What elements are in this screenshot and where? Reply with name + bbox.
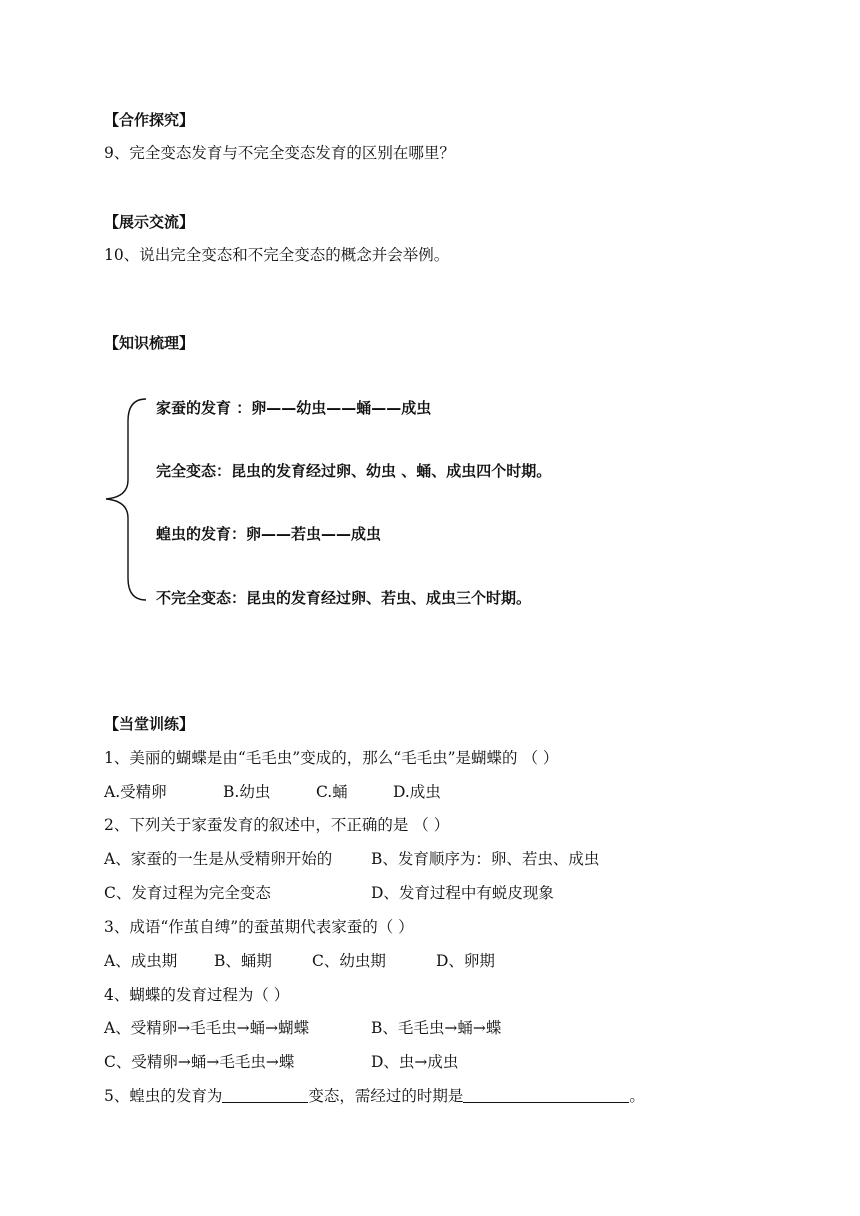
option-b[interactable]: B、发育顺序为：卵、若虫、成虫 (371, 850, 600, 868)
option-b[interactable]: B、毛毛虫→蛹→蝶 (371, 1019, 502, 1037)
option-b[interactable]: B、蛹期 (214, 952, 272, 970)
knowledge-item-silkworm: 家蚕的发育 ：卵——幼虫——蛹——成虫 (156, 399, 432, 417)
option-d[interactable]: D、发育过程中有蜕皮现象 (371, 884, 554, 902)
heading-display: 【展示交流】 (104, 213, 195, 231)
question-10: 10、说出完全变态和不完全变态的概念并会举例。 (104, 246, 450, 264)
knowledge-item-complete-metamorphosis: 完全变态：昆虫的发育经过卵、幼虫 、蛹、成虫四个时期。 (156, 462, 552, 480)
question-1-stem: 1、美丽的蝴蝶是由“毛毛虫”变成的，那么“毛毛虫”是蝴蝶的 （ ） (104, 749, 559, 767)
question-4-stem: 4、蝴蝶的发育过程为（ ） (104, 986, 290, 1004)
option-a[interactable]: A.受精卵 (104, 783, 167, 801)
answer-blank-1[interactable] (222, 1086, 308, 1103)
question-5 (104, 1086, 645, 1106)
option-a[interactable]: A、成虫期 (104, 952, 178, 970)
question-1-options (104, 782, 441, 802)
question-5-part1: 5、蝗虫的发育为 (104, 1087, 223, 1105)
question-4-options-row1 (104, 1018, 501, 1038)
heading-cooperate: 【合作探究】 (104, 111, 195, 129)
option-a[interactable]: A、受精卵→毛毛虫→蛹→蝴蝶 (104, 1019, 310, 1037)
option-d[interactable]: D、虫→成虫 (371, 1053, 459, 1071)
option-b[interactable]: B.幼虫 (223, 783, 271, 801)
question-3-options (104, 951, 495, 971)
heading-knowledge: 【知识梳理】 (104, 334, 195, 352)
question-5-part3: 。 (629, 1087, 645, 1105)
option-c[interactable]: C、受精卵→蛹→毛毛虫→蝶 (104, 1053, 295, 1071)
question-2-options-row2 (104, 883, 554, 903)
question-9: 9、完全变态发育与不完全变态发育的区别在哪里？ (104, 144, 455, 162)
answer-blank-2[interactable] (463, 1086, 629, 1103)
question-4-options-row2 (104, 1052, 458, 1072)
curly-brace-icon (100, 396, 150, 606)
option-c[interactable]: C、幼虫期 (312, 952, 386, 970)
question-5-part2: 变态，需经过的时期是 (308, 1087, 464, 1105)
option-a[interactable]: A、家蚕的一生是从受精卵开始的 (104, 850, 333, 868)
knowledge-item-locust: 蝗虫的发育：卵——若虫——成虫 (156, 525, 382, 543)
question-2-stem: 2、下列关于家蚕发育的叙述中，不正确的是 （ ） (104, 816, 450, 834)
question-2-options-row1 (104, 849, 599, 869)
option-c[interactable]: C、发育过程为完全变态 (104, 884, 271, 902)
option-d[interactable]: D、卵期 (436, 952, 495, 970)
heading-practice: 【当堂训练】 (104, 715, 195, 733)
option-c[interactable]: C.蛹 (316, 783, 348, 801)
knowledge-item-incomplete-metamorphosis: 不完全变态：昆虫的发育经过卵、若虫、成虫三个时期。 (156, 589, 532, 607)
option-d[interactable]: D.成虫 (393, 783, 441, 801)
question-3-stem: 3、成语“作茧自缚”的蚕茧期代表家蚕的（ ） (104, 918, 414, 936)
